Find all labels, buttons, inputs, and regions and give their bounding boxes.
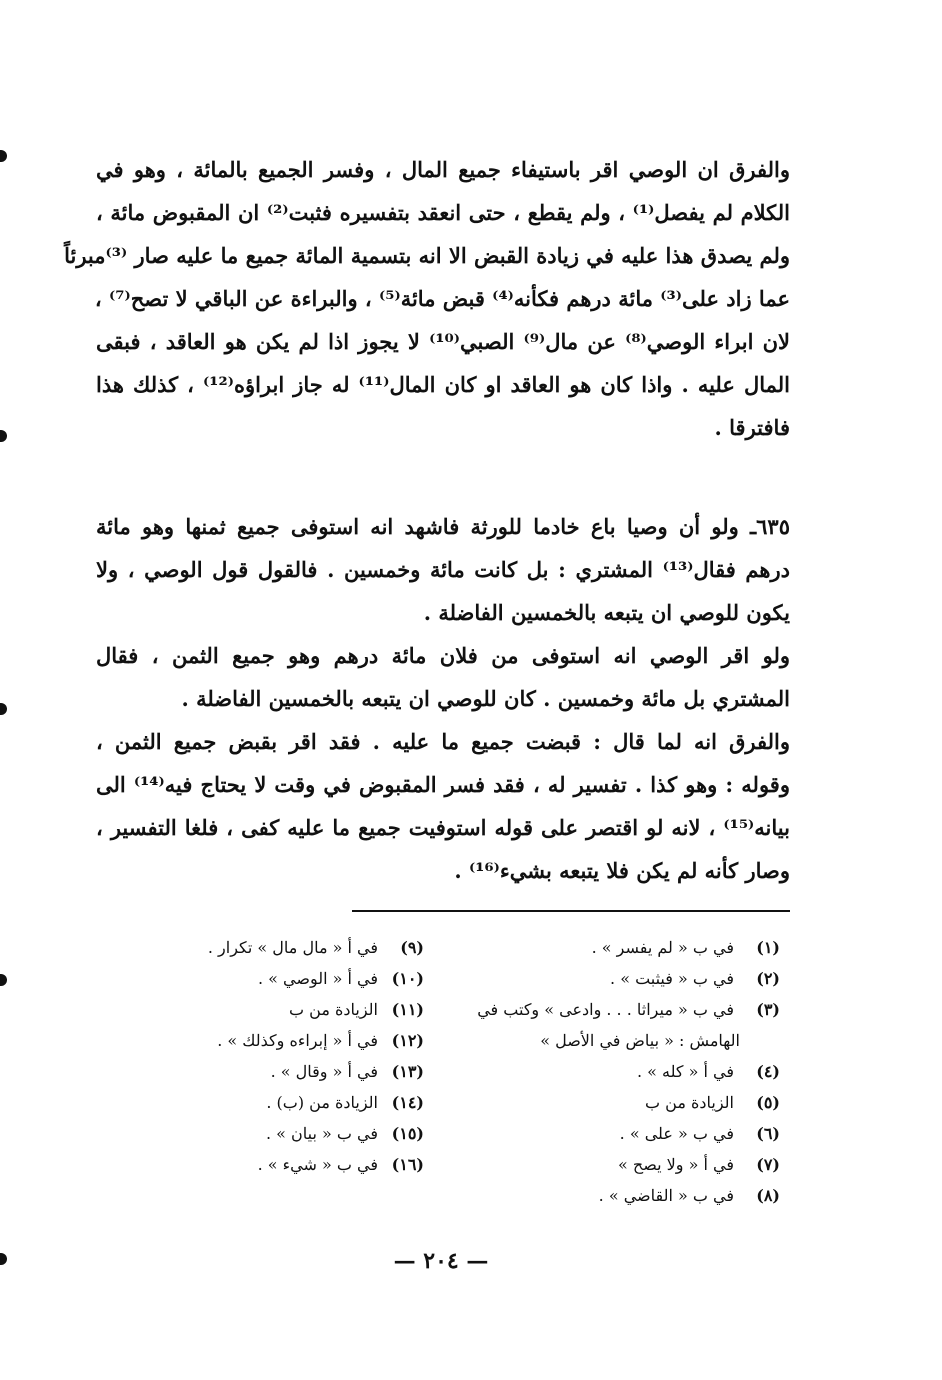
text-line: والفرق ان الوصي اقر باستيفاء جميع المال ، وفسر الجميع بالمائة ، وهو في (96, 157, 790, 182)
text-line: درهم فقال⁽¹³⁾ المشتري : بل كانت مائة وخمسين . فالقول قول الوصي ، ولا (96, 557, 790, 582)
footnote-number: (٢) (756, 969, 780, 988)
footnote-text: في أ « الوصي » . (257, 969, 378, 988)
text-line: ولم يصدق هذا عليه في زيادة القبض الا انه بتسمية المائة جميع ما عليه صار ⁽³⁾مبرئاً (64, 243, 790, 268)
footnote-text: الزيادة من (ب) . (266, 1093, 378, 1112)
footnote-number: (٨) (756, 1186, 780, 1205)
footnote-item (440, 1087, 780, 1118)
footnote-text: في ب « القاضي » . (598, 1186, 734, 1205)
footnote-item (124, 1149, 424, 1180)
footnote-item (124, 1056, 424, 1087)
footnote-item (440, 994, 780, 1025)
footnote-item (124, 932, 424, 963)
footnote-item (124, 1118, 424, 1149)
page-number: — ٢٠٤ — (393, 1248, 489, 1274)
footnotes-left-column (124, 932, 424, 1180)
footnote-text: في ب « على » . (619, 1124, 734, 1143)
text-line: عما زاد على⁽³⁾ مائة درهم فكأنه⁽⁴⁾ قبض مائة⁽⁵⁾ ، والبراءة عن الباقي لا تصح⁽⁷⁾ ، (94, 286, 790, 311)
footnote-divider (352, 910, 790, 912)
footnote-text: في أ « إبراءه وكذلك » . (217, 1031, 378, 1050)
text-line: بيانه⁽¹⁵⁾ ، لانه لو اقتصر على قوله استوفيت جميع ما عليه كفى ، فلغا التفسير ، (96, 815, 790, 840)
footnote-text: في ب « لم يفسر » . (591, 938, 734, 957)
footnote-continuation (440, 1025, 780, 1056)
margin-mark (0, 974, 7, 986)
footnote-number: (٩) (400, 938, 424, 957)
margin-mark (0, 430, 7, 442)
footnote-number: (١٥) (391, 1124, 424, 1143)
footnote-text: في أ « ولا يصح » (618, 1155, 734, 1174)
footnote-text: في ب « ميراثا . . . وادعى » وكتب في (477, 1000, 734, 1019)
margin-mark (0, 703, 7, 715)
footnote-item (124, 994, 424, 1025)
footnote-text: في ب « شيء » . (257, 1155, 378, 1174)
text-line: الكلام لم يفصل⁽¹⁾ ، ولم يقطع ، حتى انعقد بتفسيره فثبت⁽²⁾ ان المقبوض مائة ، (96, 200, 790, 225)
text-line: المال عليه . واذا كان هو العاقد او كان المال⁽¹¹⁾ له جاز ابراؤه⁽¹²⁾ ، كذلك هذا (96, 372, 791, 397)
footnote-number: (١٣) (391, 1062, 424, 1081)
text-line: فافترقا . (714, 415, 790, 440)
text-line: والفرق انه لما قال : قبضت جميع ما عليه . فقد اقر بقبض جميع الثمن ، (96, 729, 790, 754)
footnote-item (124, 1025, 424, 1056)
text-line: المشتري بل مائة وخمسين . كان للوصي ان يتبعه بالخمسين الفاضلة . (181, 686, 790, 711)
footnote-text: في ب « فيثبت » . (610, 969, 734, 988)
footnotes-right-column (440, 932, 780, 1211)
footnote-number: (١٠) (391, 969, 424, 988)
footnote-number: (٦) (756, 1124, 780, 1143)
footnote-item (440, 963, 780, 994)
footnote-number: (٧) (756, 1155, 780, 1174)
footnote-number: (١٢) (391, 1031, 424, 1050)
footnote-item (124, 1087, 424, 1118)
text-line: وقوله : وهو كذا . تفسير له ، فقد فسر المقبوض في وقت لا يحتاج فيه⁽¹⁴⁾ الى (96, 772, 790, 797)
footnote-number: (٣) (756, 1000, 780, 1019)
footnote-number: (١٤) (391, 1093, 424, 1112)
footnote-item (440, 1180, 780, 1211)
footnote-item (124, 963, 424, 994)
text-line: وصار كأنه لم يكن فلا يتبعه بشيء⁽¹⁶⁾ . (454, 858, 790, 883)
footnote-number: (٥) (756, 1093, 780, 1112)
footnote-item (440, 1149, 780, 1180)
footnote-text: في أ « وقال » . (270, 1062, 378, 1081)
footnote-text: في ب « بيان » . (265, 1124, 378, 1143)
paragraph-1 (64, 148, 791, 449)
footnote-item (440, 932, 780, 963)
text-line: ٦٣٥ـ ولو أن وصيا باع خادما للورثة فاشهد انه استوفى جميع ثمنها وهو مائة (96, 514, 790, 539)
margin-mark (0, 150, 7, 162)
paragraph-2 (96, 505, 790, 892)
footnote-item (440, 1118, 780, 1149)
text-line: ولو اقر الوصي انه استوفى من فلان مائة درهم وهو جميع الثمن ، فقال (96, 643, 790, 668)
footnote-number: (١٦) (391, 1155, 424, 1174)
footnote-number: (١) (756, 938, 780, 957)
text-line: يكون للوصي ان يتبعه بالخمسين الفاضلة . (423, 600, 790, 625)
footnote-text: الزيادة من ب (289, 1000, 378, 1019)
footnote-item (440, 1056, 780, 1087)
text-line: لان ابراء الوصي⁽⁸⁾ عن مال⁽⁹⁾ الصبي⁽¹⁰⁾ لا يجوز اذا لم يكن هو العاقد ، فبقى (96, 329, 791, 354)
footnote-text: في أ « مال مال » تكرار . (207, 938, 378, 957)
footnote-text: الهامش : « بياض في الأصل » (540, 1031, 740, 1050)
footnote-number: (١١) (391, 1000, 424, 1019)
footnote-text: الزيادة من ب (645, 1093, 734, 1112)
footnote-number: (٤) (756, 1062, 780, 1081)
footnote-text: في أ « كله » . (636, 1062, 734, 1081)
